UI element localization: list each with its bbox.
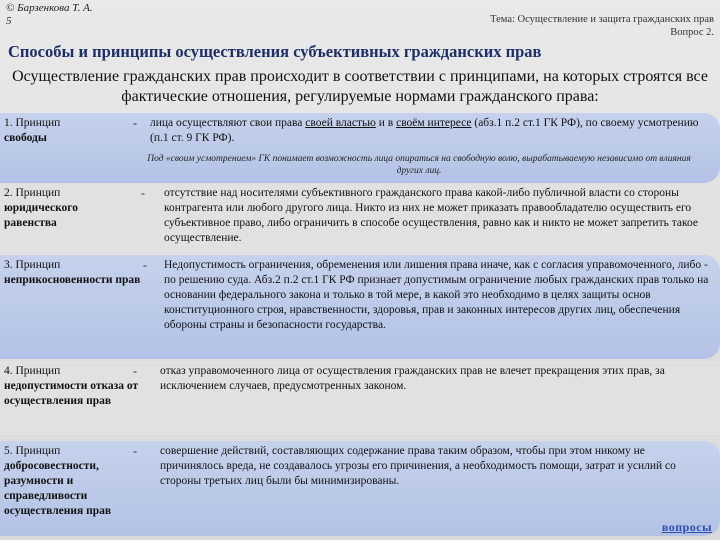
desc-underlined: своём интересе [396, 117, 472, 129]
principle-number: 1. Принцип [4, 117, 61, 129]
questions-link[interactable]: вопросы [661, 520, 712, 534]
principle-description: отказ управомоченного лица от осуществления гражданских прав не влечет прекращения этих прав, за исключением случаев, предусмотренных законом. [160, 365, 665, 392]
slide-title: Способы и принципы осуществления субъективных гражданских прав [8, 42, 542, 61]
principle-description: отсутствие над носителями субъективного гражданского права какой-либо публичной власти со стороны контрагента или любого другого лица. Никто из них не может приказать правообладателю осуществить его субъективное право, либо ограничить в способе осуществления, равно как и никто не может запретить такое осуществление. [164, 187, 698, 244]
topic-title: Тема: Осуществление и защита гражданских прав [490, 14, 714, 25]
principle-number: 3. Принцип [4, 259, 61, 271]
principle-note: Под «своим усмотрением» ГК понимает возможность лица опираться на свободную волю, вырабатываемую независимо от влияния других лиц. [147, 154, 691, 176]
principle-description: Недопустимость ограничения, обременения или лишения права иначе, как с согласия управомоченного, либо - по решению суда. Абз.2 п.2 ст.1 ГК РФ признает допустимым ограничение любых гражданских прав только на основании федерального закона и только в той мере, в какой это необходимо в целях защиты основ конституционного строя, нравственности, здоровья, прав и законных интересов других лиц, обеспечения обороны страны и безопасности государства. [164, 259, 709, 331]
principle-number: 5. Принцип [4, 445, 61, 457]
principle-row-equality [0, 183, 720, 253]
desc-text: (абз.1 п.2 ст.1 ГК РФ), по своему усмотрению (п.1 ст. 9 ГК РФ). [150, 117, 699, 144]
principle-name: юридического равенства [4, 202, 78, 229]
principle-description: совершение действий, составляющих содержание права таким образом, чтобы при этом никому не причинялось вреда, не создавалось угрозы его причинения, а необходимость помощи, затрат и усилий со стороны третьих лиц были бы минимизированы. [160, 445, 676, 487]
desc-text: и в [375, 117, 397, 129]
principle-row-good-faith [0, 441, 720, 536]
dash-separator: - [143, 258, 147, 272]
principle-number: 2. Принцип [4, 187, 61, 199]
principle-name: недопустимости отказа от осуществления прав [4, 380, 139, 407]
principle-name: добросовестности, разумности и справедливости осуществления прав [4, 460, 112, 517]
principle-name: неприкосновенности прав [4, 274, 141, 286]
desc-text: лица осуществляют свои права [150, 117, 306, 129]
principle-label [4, 186, 114, 231]
author-credit [6, 2, 93, 28]
desc-underlined: своей властью [305, 117, 376, 129]
principle-row-inviolability [0, 255, 720, 359]
intro-text: Осуществление гражданских прав происходит в соответствии с принципами, на которых строятся все фактические отношения, регулируемые нормами гражданского права: [12, 68, 708, 105]
principle-row-freedom [0, 113, 720, 183]
author-name: © Барзенкова Т. А. [6, 2, 93, 14]
principle-label [4, 258, 149, 288]
principle-label [4, 444, 144, 519]
principle-label [4, 364, 144, 409]
dash-separator: - [141, 186, 145, 200]
slide-number: 5 [6, 15, 12, 27]
dash-separator: - [133, 364, 137, 378]
principle-name: свободы [4, 132, 47, 144]
principle-label [4, 116, 60, 146]
question-number: Вопрос 2. [670, 27, 714, 38]
dash-separator: - [133, 444, 137, 458]
dash-separator: - [133, 116, 137, 130]
principle-description [150, 116, 712, 146]
topic-header [490, 13, 714, 39]
principle-number: 4. Принцип [4, 365, 61, 377]
principle-row-no-refusal [0, 361, 720, 435]
